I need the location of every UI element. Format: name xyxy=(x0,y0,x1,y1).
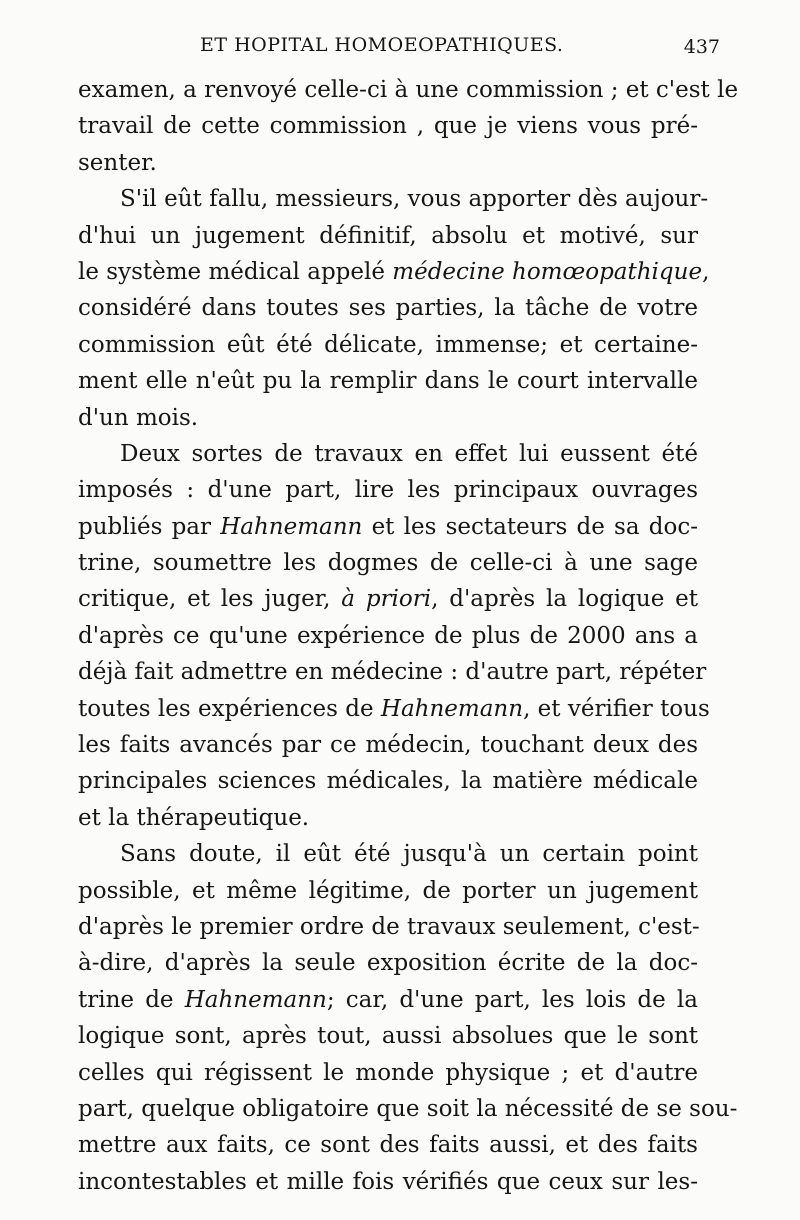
text-line: ment elle n'eût pu la remplir dans le court intervalle xyxy=(78,368,698,395)
text-line: travail de cette commission , que je viens vous pré- xyxy=(78,113,698,140)
page-header xyxy=(60,34,720,64)
text-line: le système médical appelé médecine homœopathique, xyxy=(78,258,710,285)
body-text xyxy=(78,72,739,1200)
text-line: S'il eût fallu, messieurs, vous apporter dès aujour- xyxy=(120,186,709,213)
text-line: mettre aux faits, ce sont des faits aussi, et des faits xyxy=(78,1132,698,1159)
text-line: senter. xyxy=(78,149,157,176)
text-line: critique, et les juger, à priori, d'après la logique et xyxy=(78,586,698,613)
text-line: part, quelque obligatoire que soit la nécessité de se sou- xyxy=(78,1095,738,1122)
text-line: Sans doute, il eût été jusqu'à un certain point xyxy=(120,841,698,868)
text-line: d'un mois. xyxy=(78,404,199,431)
text-line: toutes les expériences de Hahnemann, et vérifier tous xyxy=(78,695,710,722)
text-line: imposés : d'une part, lire les principaux ouvrages xyxy=(78,477,698,504)
text-line: trine de Hahnemann; car, d'une part, les lois de la xyxy=(78,986,698,1013)
text-line: examen, a renvoyé celle-ci à une commission ; et c'est le xyxy=(78,77,739,103)
text-line: les faits avancés par ce médecin, touchant deux des xyxy=(78,732,698,759)
page-number: 437 xyxy=(683,36,720,58)
text-line: d'après le premier ordre de travaux seulement, c'est- xyxy=(78,913,700,940)
running-head: ET HOPITAL HOMOEOPATHIQUES. xyxy=(200,34,564,56)
text-line: principales sciences médicales, la matière médicale xyxy=(78,768,698,795)
text-line: et la thérapeutique. xyxy=(78,804,310,831)
text-line: déjà fait admettre en médecine : d'autre part, répéter xyxy=(78,659,707,686)
text-line: considéré dans toutes ses parties, la tâche de votre xyxy=(78,295,698,322)
text-line: logique sont, après tout, aussi absolues que le sont xyxy=(78,1023,698,1050)
text-line: à-dire, d'après la seule exposition écrite de la doc- xyxy=(78,950,698,977)
text-line: celles qui régissent le monde physique ; et d'autre xyxy=(78,1059,698,1086)
text-line: d'après ce qu'une expérience de plus de 2000 ans a xyxy=(78,622,698,649)
text-line: Deux sortes de travaux en effet lui eussent été xyxy=(120,440,698,467)
text-line: incontestables et mille fois vérifiés que ceux sur les- xyxy=(78,1168,698,1195)
text-line: commission eût été délicate, immense; et certaine- xyxy=(78,331,698,358)
text-line: possible, et même légitime, de porter un jugement xyxy=(78,877,698,904)
text-line: publiés par Hahnemann et les sectateurs de sa doc- xyxy=(78,513,698,540)
text-line: trine, soumettre les dogmes de celle-ci à une sage xyxy=(78,550,698,577)
text-line: d'hui un jugement définitif, absolu et motivé, sur xyxy=(78,222,698,249)
